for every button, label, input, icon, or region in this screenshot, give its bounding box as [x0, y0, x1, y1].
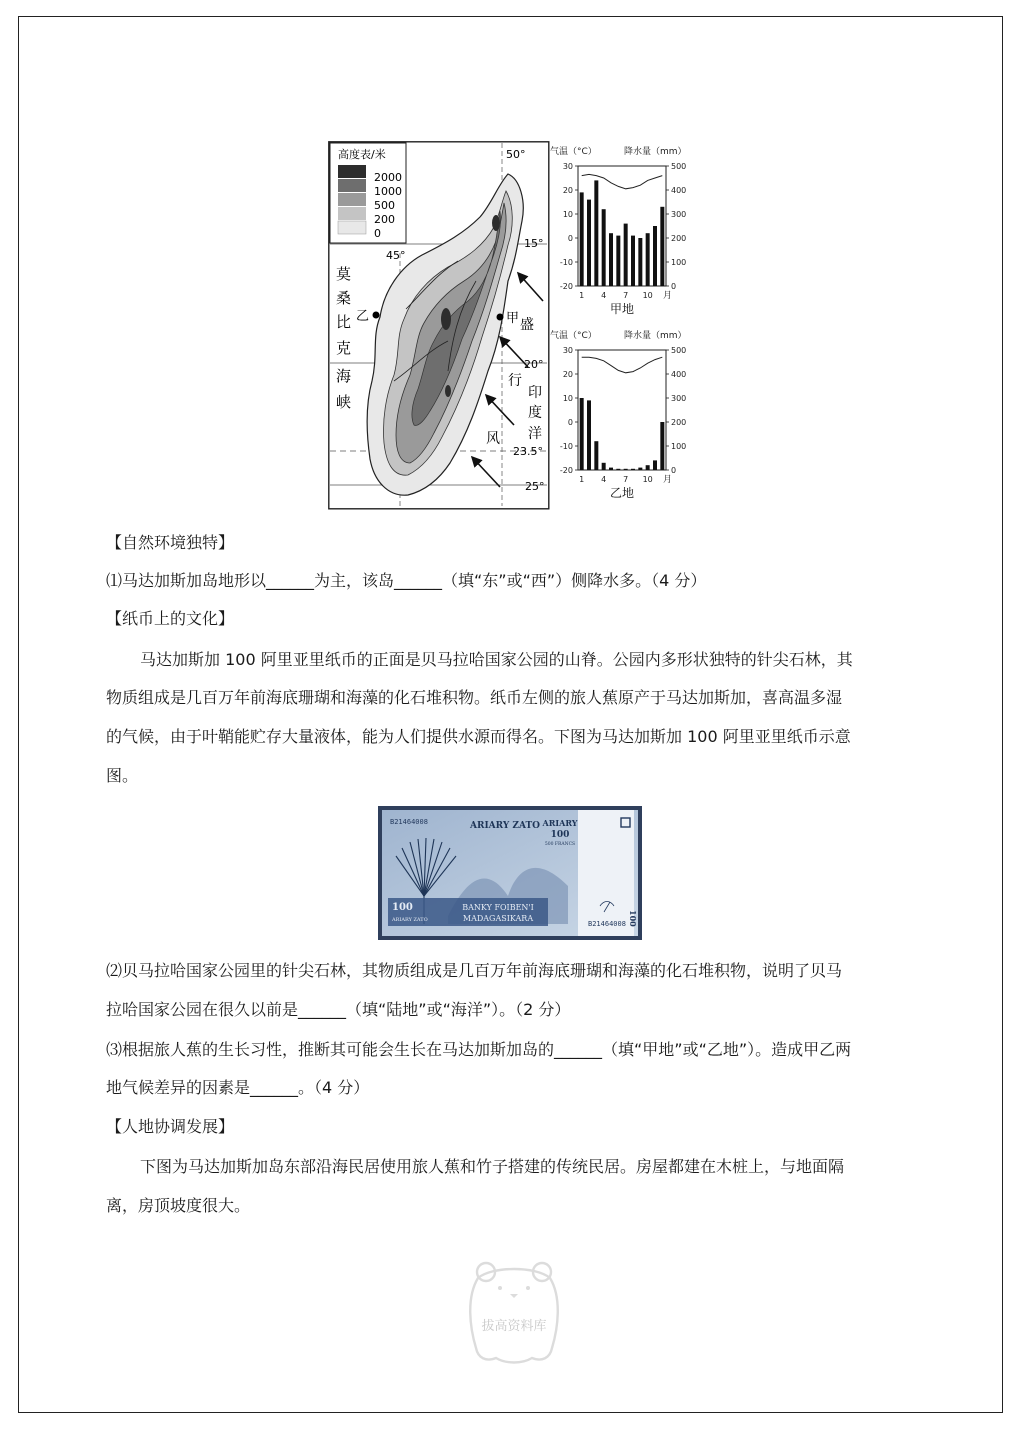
- chart-title: 乙地: [609, 486, 635, 500]
- month-tick-label: 10: [642, 291, 653, 300]
- strait-label: 桑: [336, 289, 352, 307]
- legend-label: 200: [374, 213, 395, 226]
- lat-label: 25°: [525, 480, 545, 493]
- precip-bar: [638, 238, 642, 286]
- strait-label: 峡: [336, 393, 352, 411]
- temp-tick-label: 0: [567, 418, 573, 427]
- banknote-title: ARIARY ZATO: [470, 821, 541, 831]
- legend-swatch: [338, 179, 366, 192]
- precip-axis-title: 降水量（mm）: [624, 147, 687, 157]
- temp-tick-label: 10: [562, 394, 573, 403]
- precip-tick-label: 400: [671, 186, 687, 195]
- banknote-image: [378, 806, 642, 940]
- paragraph-line: 图。: [106, 766, 139, 785]
- legend-swatch: [338, 193, 366, 206]
- strait-label: 比: [336, 313, 352, 331]
- temp-tick-label: -10: [559, 258, 573, 267]
- precip-axis-title: 降水量（mm）: [624, 331, 687, 341]
- precip-bar: [653, 460, 657, 470]
- legend-swatch: [338, 221, 366, 234]
- precip-bar: [646, 465, 650, 470]
- legend-label: 0: [374, 227, 381, 240]
- precip-tick-label: 300: [671, 394, 687, 403]
- temperature-line: [582, 357, 663, 373]
- climate-chart-jia: [548, 142, 700, 322]
- precip-tick-label: 100: [671, 442, 687, 451]
- banknote-serial: B21464008: [390, 818, 428, 826]
- temp-tick-label: 20: [562, 186, 573, 195]
- wind-label: 风: [486, 431, 500, 447]
- question-3: ⑶根据旅人蕉的生长习性，推断其可能会生长在马达加斯加岛的______（填“甲地”或“乙地”）。造成甲乙两: [106, 1040, 852, 1059]
- precip-tick-label: 200: [671, 234, 687, 243]
- month-tick-label: 7: [623, 291, 629, 300]
- climate-chart-yi: [548, 326, 700, 508]
- plot-frame: [578, 166, 666, 286]
- precip-tick-label: 300: [671, 210, 687, 219]
- lat-label: 20°: [524, 358, 544, 371]
- precip-tick-label: 0: [671, 466, 677, 475]
- temp-tick-label: -20: [559, 466, 573, 475]
- precip-bar: [602, 209, 606, 286]
- paragraph-line: 的气候，由于叶鞘能贮存大量液体，能为人们提供水源而得名。下图为马达加斯加 100 阿里亚里纸币示意: [106, 727, 851, 746]
- banknote-left-sub: ARIARY ZATO: [392, 917, 428, 923]
- legend-label: 500: [374, 199, 395, 212]
- precip-bar: [616, 469, 620, 470]
- precip-bar: [624, 469, 628, 470]
- section-heading: 【自然环境独特】: [106, 533, 235, 552]
- banknote-bank-name: MADAGASIKARA: [462, 914, 534, 923]
- precip-bar: [587, 200, 591, 286]
- strait-label: 莫: [336, 265, 352, 283]
- temp-tick-label: 10: [562, 210, 573, 219]
- paragraph-line: 物质组成是几百万年前海底珊瑚和海藻的化石堆积物。纸币左侧的旅人蕉原产于马达加斯加，喜高温多湿: [106, 688, 843, 707]
- point-jia-marker: [497, 314, 504, 321]
- banknote-denom-word: ARIARY: [542, 818, 578, 828]
- precip-bar: [660, 422, 664, 470]
- precip-tick-label: 200: [671, 418, 687, 427]
- precip-bar: [646, 233, 650, 286]
- plot-frame: [578, 350, 666, 470]
- precip-bar: [609, 233, 613, 286]
- strait-label: 海: [336, 367, 352, 385]
- precip-bar: [587, 400, 591, 470]
- precip-bar: [580, 192, 584, 286]
- peak-2000m: [445, 385, 451, 397]
- lat-label: 15°: [524, 237, 544, 250]
- paragraph-line: 下图为马达加斯加岛东部沿海民居使用旅人蕉和竹子搭建的传统民居。房屋都建在木桩上，与地面隔: [140, 1157, 845, 1176]
- peak-2000m: [492, 215, 500, 231]
- temp-tick-label: -20: [559, 282, 573, 291]
- precip-bar: [602, 463, 606, 470]
- banknote-blank-panel: [578, 810, 634, 936]
- temp-tick-label: 20: [562, 370, 573, 379]
- chart-title: 甲地: [609, 302, 635, 316]
- precip-bar: [594, 441, 598, 470]
- paragraph-line: 离，房顶坡度很大。: [106, 1196, 251, 1215]
- temp-tick-label: -10: [559, 442, 573, 451]
- strait-label: 克: [336, 339, 352, 357]
- section-heading: 【人地协调发展】: [106, 1117, 235, 1136]
- watermark-label: 拔高资料库: [481, 1319, 547, 1334]
- month-tick-label: 1: [579, 475, 585, 484]
- precip-bar: [580, 398, 584, 470]
- lon-label: 50°: [506, 148, 526, 161]
- precip-bar: [631, 236, 635, 286]
- point-yi-marker: [373, 312, 380, 319]
- month-tick-label: 1: [579, 291, 585, 300]
- banknote-bank-name: BANKY FOIBEN'I: [462, 903, 534, 912]
- legend-title: 高度表/米: [338, 148, 386, 161]
- lat-label: 23.5°: [513, 445, 543, 458]
- precip-tick-label: 400: [671, 370, 687, 379]
- precip-tick-label: 500: [671, 162, 687, 171]
- ocean-label: 洋: [528, 426, 542, 442]
- temperature-line: [582, 174, 663, 188]
- wind-label: 盛: [520, 317, 534, 333]
- wind-label: 行: [508, 373, 522, 389]
- precip-bar: [660, 207, 664, 286]
- point-yi-label: 乙: [356, 309, 370, 324]
- month-tick-label: 10: [642, 475, 653, 484]
- banknote-left-value: 100: [392, 902, 413, 913]
- precip-bar: [624, 224, 628, 286]
- legend-label: 1000: [374, 185, 402, 198]
- precip-tick-label: 500: [671, 346, 687, 355]
- precip-bar: [609, 468, 613, 470]
- watermark-bear-logo: [456, 1258, 572, 1366]
- section-heading: 【纸币上的文化】: [106, 609, 235, 628]
- ocean-label: 印: [528, 385, 542, 401]
- lon-label: 45°: [386, 249, 406, 262]
- banknote-denom-value: 100: [550, 830, 570, 840]
- madagascar-relief-map: [328, 141, 550, 510]
- temp-tick-label: 30: [562, 162, 573, 171]
- banknote-side-value: 100: [628, 910, 638, 927]
- ocean-label: 度: [528, 405, 542, 421]
- precip-bar: [653, 226, 657, 286]
- precip-bar: [616, 236, 620, 286]
- legend-label: 2000: [374, 171, 402, 184]
- precip-bar: [638, 468, 642, 470]
- question-1: ⑴马达加斯加岛地形以______为主，该岛______（填“东”或“西”）侧降水多。（4 分）: [106, 571, 707, 590]
- point-jia-label: 甲: [506, 311, 520, 326]
- precip-bar: [631, 469, 635, 470]
- paragraph-line: 马达加斯加 100 阿里亚里纸币的正面是贝马拉哈国家公园的山脊。公园内多形状独特的针尖石林，其: [140, 650, 853, 669]
- precip-tick-label: 100: [671, 258, 687, 267]
- month-axis-label: 月: [663, 475, 673, 485]
- month-tick-label: 4: [601, 291, 607, 300]
- peak-2000m: [441, 308, 451, 330]
- precip-tick-label: 0: [671, 282, 677, 291]
- month-tick-label: 4: [601, 475, 607, 484]
- temp-tick-label: 0: [567, 234, 573, 243]
- legend-swatch: [338, 207, 366, 220]
- temp-tick-label: 30: [562, 346, 573, 355]
- legend-swatch: [338, 165, 366, 178]
- banknote-serial: B21464008: [588, 920, 626, 928]
- temp-axis-title: 气温（°C）: [550, 147, 597, 157]
- temp-axis-title: 气温（°C）: [550, 331, 597, 341]
- month-tick-label: 7: [623, 475, 629, 484]
- question-2: ⑵贝马拉哈国家公园里的针尖石林，其物质组成是几百万年前海底珊瑚和海藻的化石堆积物，说明了贝马: [106, 961, 843, 980]
- question-2: 拉哈国家公园在很久以前是______（填“陆地”或“海洋”）。（2 分）: [106, 1000, 571, 1019]
- month-axis-label: 月: [663, 291, 673, 301]
- precip-bar: [594, 180, 598, 286]
- banknote-denom-fr: 500 FRANCS: [544, 842, 576, 847]
- question-3: 地气候差异的因素是______。（4 分）: [106, 1078, 370, 1097]
